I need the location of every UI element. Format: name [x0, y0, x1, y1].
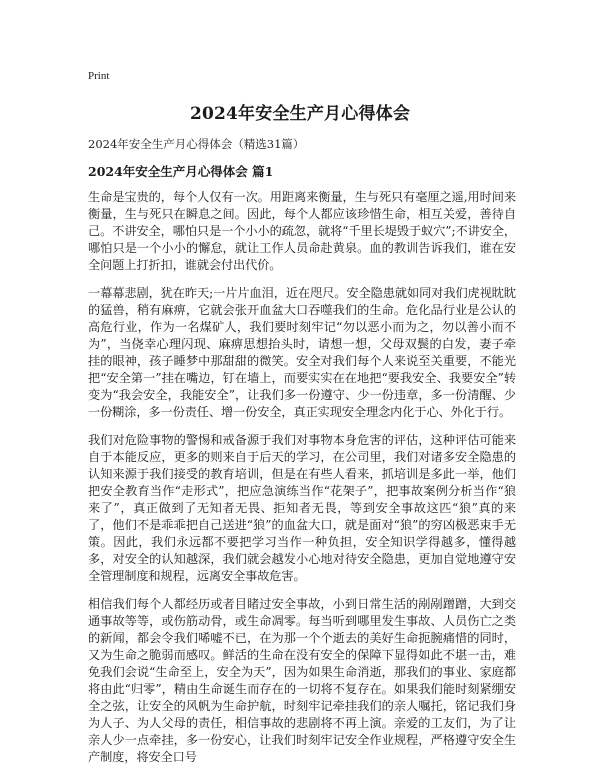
- document-subtitle: 2024年安全生产月心得体会（精选31篇）: [88, 137, 305, 151]
- paragraph: 生命是宝贵的，每个人仅有一次。用距离来衡量，生与死只有毫厘之遥,用时间来衡量，生与死只在瞬息之间。因此，每个人都应该珍惜生命，相互关爱，善待自己。不讲安全，哪怕只是一个小小的疏忽，就将“千里长堤毁于蚁穴”;不讲安全，哪怕只是一个小小的懈怠，就让工作人员命赴黄泉。血的教训告诉我们，谁在安全问题上打折扣，谁就会付出代价。: [88, 190, 516, 272]
- paragraph: 相信我们每个人都经历或者目睹过安全事故，小到日常生活的剐剐蹭蹭，大到交通事故等等，或伤筋动骨，或生命凋零。每当听到哪里发生事故、人员伤亡之类的新闻，都会令我们唏嘘不已，在为那一个个逝去的美好生命扼腕痛惜的同时，又为生命之脆弱而感叹。鲜活的生命在没有安全的保障下显得如此不堪一击，难免我们会说“生命至上，安全为天”，因为如果生命消逝，那我们的事业、家庭都将由此“归零”，精由生命诞生而存在的一切将不复存在。如果我们能时刻紧绷安全之弦，让安全的风帆为生命护航，时刻牢记牵挂我们的亲人嘱托，铭记我们身为人子、为人父母的责任，相信事故的悲剧将不再上演。亲爱的工友们，为了让亲人少一点牵挂，多一份安心，让我们时刻牢记安全作业规程，严格遵守安全生产制度，将安全口号: [88, 597, 516, 764]
- paragraph: 一幕幕悲剧，犹在昨天;一片片血泪，近在咫尺。安全隐患就如同对我们虎视眈眈的猛兽，稍有麻痹，它就会张开血盆大口吞噬我们的生命。危化品行业是公认的高危行业，作为一名煤矿人，我们要时刻牢记“勿以恶小而为之，勿以善小而不为”，当侥幸心理闪现、麻痹思想抬头时，请想一想，父母双鬓的白发，妻子牵挂的眼神，孩子睡梦中那甜甜的微笑。安全对我们每个人来说至关重要，不能光把“安全第一”挂在嘴边，钉在墙上，而要实实在在地把“要我安全、我要安全”转变为“我会安全，我能安全”，让我们多一份遵守、少一份违章，多一份清醒、少一份糊涂，多一份责任、增一份安全，真正实现安全理念内化于心、外化于行。: [88, 286, 516, 419]
- section-heading: 2024年安全生产月心得体会 篇1: [88, 164, 274, 179]
- document-title: 2024年安全生产月心得体会: [189, 104, 411, 124]
- article-body: [88, 189, 516, 777]
- print-link[interactable]: Print: [88, 70, 110, 82]
- paragraph: 我们对危险事物的警惕和戒备源于我们对事物本身危害的评估，这种评估可能来自于本能反应，更多的则来自于后天的学习，在公司里，我们对诸多安全隐患的认知来源于我们接受的教育培训，但是在有些人看来，抓培训是多此一举，他们把安全教育当作“走形式”，把应急演练当作“花架子”，把事故案例分析当作“狼来了”，真正做到了无知者无畏、拒知者无畏，等到安全事故这匹“狼”真的来了，他们不是乖乖把自己送进“狼”的血盆大口，就是面对“狼”的穷凶极恶束手无策。因此，我们永远都不要把学习当作一种负担，安全知识学得越多，懂得越多，对安全的认知越深，我们就会越发小心地对待安全隐患，更加自觉地遵守安全管理制度和规程，远离安全事故危害。: [88, 433, 516, 583]
